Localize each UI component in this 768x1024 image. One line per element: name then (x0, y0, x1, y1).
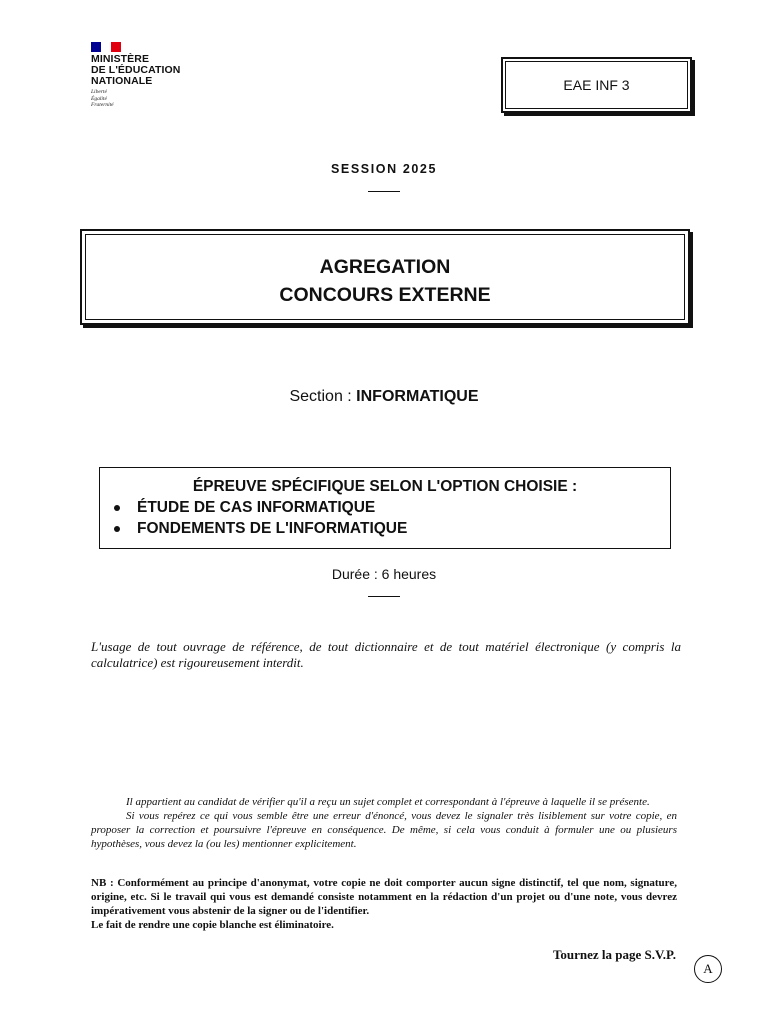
exam-code: EAE INF 3 (563, 77, 630, 93)
session-divider (368, 191, 400, 192)
ministry-logo (91, 42, 201, 109)
section-heading (0, 388, 768, 406)
epreuve-option (114, 499, 375, 517)
usage-notice: L'usage de tout ouvrage de référence, de tout dictionnaire et de tout matériel électronique (y compris la calculatrice) est rigoureusement interdit. (91, 639, 681, 670)
bullet-icon (114, 526, 120, 532)
duration: Durée : 6 heures (331, 566, 437, 582)
option-label: FONDEMENTS DE L'INFORMATIQUE (137, 520, 408, 537)
logo-line-3: NATIONALE (91, 75, 153, 87)
option-label: ÉTUDE DE CAS INFORMATIQUE (137, 499, 376, 516)
flag-white-stripe (101, 42, 111, 52)
nb-paragraph: NB : Conformément au principe d'anonymat, votre copie ne doit comporter aucun signe distinctif, tel que nom, signature, origine, etc. Si le travail qui vous est demandé consiste notamment en la rédaction d'un projet ou d'une note, vous devrez impérativement vous abstenir de la signer ou de l'identifier. (91, 877, 677, 917)
epreuve-heading: ÉPREUVE SPÉCIFIQUE SELON L'OPTION CHOISIE : (192, 478, 578, 495)
epreuve-option (114, 520, 407, 538)
nb-paragraph: Le fait de rendre une copie blanche est éliminatoire. (91, 919, 334, 931)
logo-motto (91, 89, 201, 109)
title-box (80, 229, 690, 325)
section-label: Section : (289, 388, 357, 405)
logo-line-2: DE L'ÉDUCATION (91, 64, 181, 76)
instruction-paragraph: Il appartient au candidat de vérifier qu'il a reçu un sujet complet et correspondant à l'épreuve à laquelle il se présente. (126, 796, 650, 808)
instructions (91, 795, 677, 851)
motto-egalite: Égalité (91, 95, 107, 102)
session-label: SESSION 2025 (330, 162, 438, 176)
flag-blue-stripe (91, 42, 101, 52)
exam-title (82, 253, 688, 309)
turn-page-note: Tournez la page S.V.P. (552, 947, 676, 962)
motto-liberte: Liberté (91, 89, 107, 95)
flag-red-stripe (111, 42, 121, 52)
title-line-1: AGREGATION (319, 256, 451, 278)
instruction-paragraph: Si vous repérez ce qui vous semble être une erreur d'énoncé, vous devez le signaler très lisiblement sur votre copie, en proposer la correction et poursuivre l'épreuve en conséquence. De même, si cela vous conduit à formuler une ou plusieurs hypothèses, vous devez la (ou les) mentionner explicitement. (91, 810, 677, 850)
epreuve-box (99, 467, 671, 549)
motto-fraternite: Fraternité (91, 102, 114, 108)
page-letter-badge: A (694, 955, 722, 983)
section-value: INFORMATIQUE (356, 388, 479, 405)
bullet-icon (114, 505, 120, 511)
french-flag-icon (91, 42, 121, 52)
logo-line-1: MINISTÈRE (91, 53, 150, 65)
nb-notice (91, 876, 677, 932)
duration-divider (368, 596, 400, 597)
title-line-2: CONCOURS EXTERNE (279, 284, 491, 306)
exam-code-box (501, 57, 692, 113)
